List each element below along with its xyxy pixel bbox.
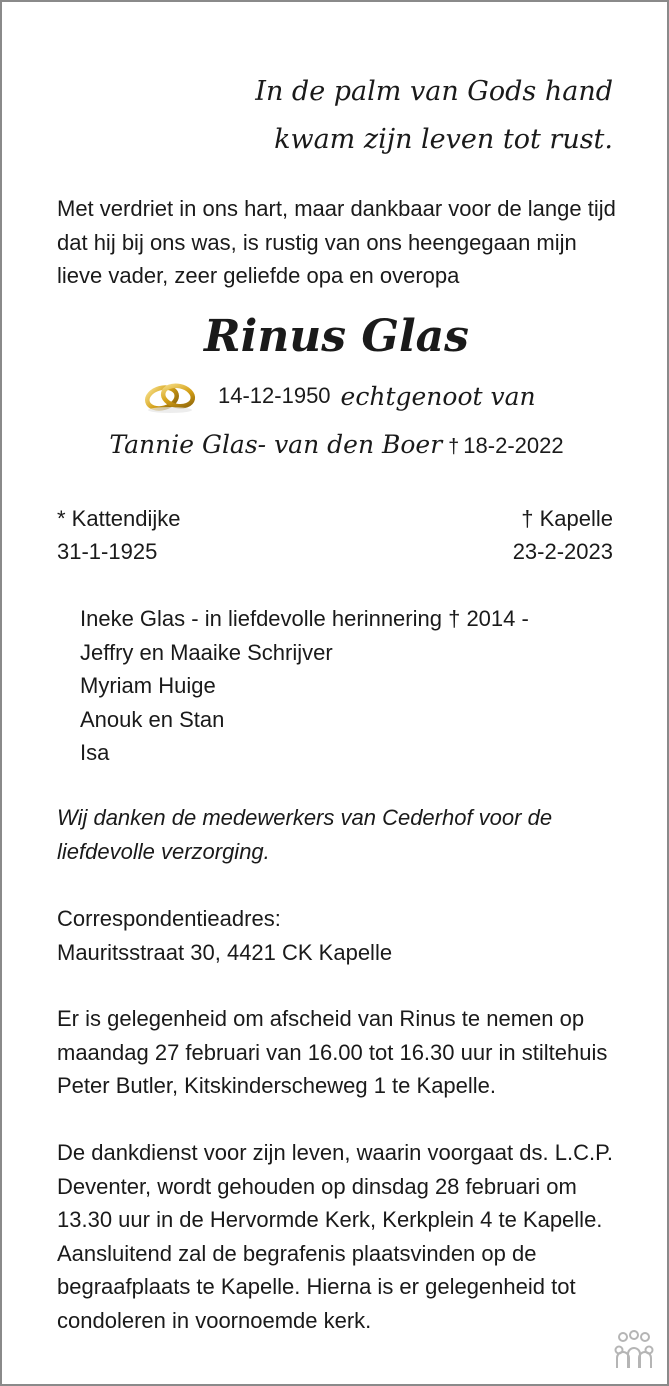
death-place: † Kapelle — [521, 506, 613, 531]
family-member: Ineke Glas - in liefdevolle herinnering † 2014 - — [80, 606, 529, 631]
marriage-line — [140, 376, 536, 416]
people-group-icon — [611, 1330, 657, 1370]
spouse-line — [2, 430, 669, 459]
birth-date: 31-1-1925 — [57, 539, 158, 564]
spouse-name: Tannie Glas- van den Boer — [109, 430, 443, 459]
death-date: 23-2-2023 — [512, 539, 613, 564]
address-label: Correspondentieadres: — [57, 906, 281, 931]
cross-symbol: † — [448, 436, 460, 458]
intro-text: Met verdriet in ons hart, maar dankbaar voor de lange tijd dat hij bij ons was, is rustig van ons heengegaan mijn lieve vader, zeer geliefde opa en overopa — [57, 196, 616, 288]
verse-line-2: kwam zijn leven tot rust. — [274, 124, 613, 155]
thanks-text: Wij danken de medewerkers van Cederhof voor de liefdevolle verzorging. — [57, 805, 553, 864]
family-member: Anouk en Stan — [80, 706, 225, 732]
family-member: Myriam Huige — [80, 673, 216, 698]
marriage-date: 14-12-1950 — [218, 383, 331, 408]
wedding-rings-icon — [140, 376, 200, 416]
visitation-text: Er is gelegenheid om afscheid van Rinus te nemen op maandag 27 februari van 16.00 tot 16.30 uur in stiltehuis Peter Butler, Kitskinderscheweg 1 te Kapelle. — [57, 1006, 608, 1098]
family-list — [80, 602, 529, 770]
deceased-name: Rinus Glas — [204, 311, 469, 362]
address-line: Mauritsstraat 30, 4421 CK Kapelle — [57, 939, 393, 965]
spouse-death-date: 18-2-2022 — [463, 433, 564, 458]
death-info — [513, 502, 613, 568]
birth-info — [57, 502, 181, 568]
birth-place: * Kattendijke — [57, 506, 181, 531]
bible-verse — [53, 68, 613, 164]
family-member: Isa — [80, 740, 110, 765]
verse-line-1: In de palm van Gods hand — [255, 76, 613, 107]
service-text: De dankdienst voor zijn leven, waarin voorgaat ds. L.C.P. Deventer, wordt gehouden op dinsdag 28 februari om 13.30 uur in de Hervormde Kerk, Kerkplein 4 te Kapelle. Aansluitend zal de begrafenis plaatsvinden op de begraafplaats te Kapelle. Hierna is er gelegenheid tot condoleren in voornoemde kerk. — [57, 1140, 614, 1333]
correspondence-address — [57, 902, 617, 969]
marriage-phrase: echtgenoot van — [340, 381, 536, 411]
family-member: Jeffry en Maaike Schrijver — [80, 639, 333, 665]
